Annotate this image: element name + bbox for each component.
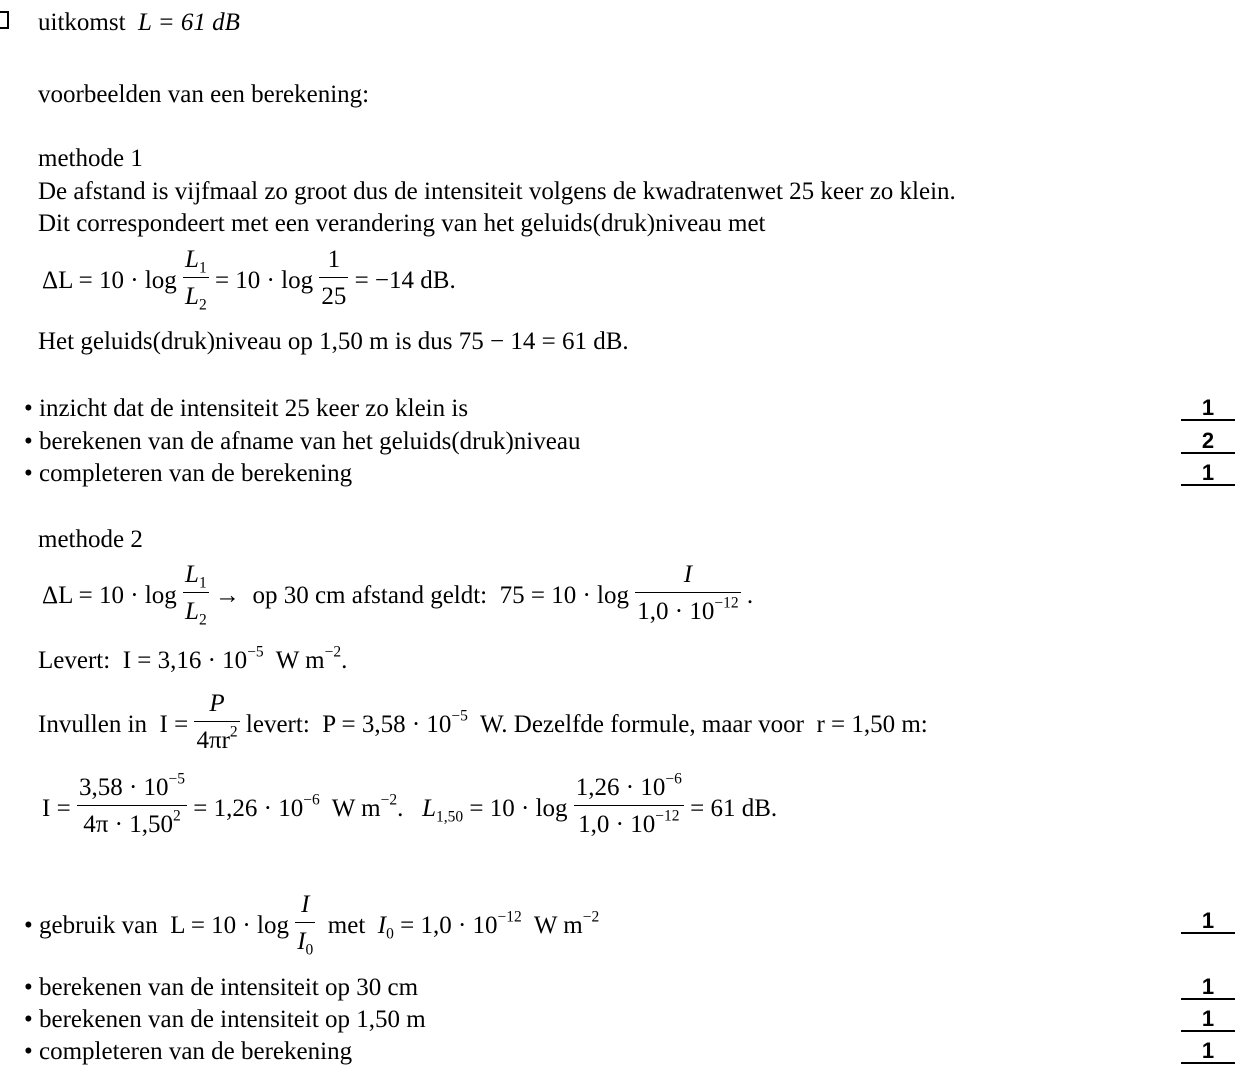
formula-mid: = 10 · log bbox=[214, 266, 314, 294]
criterion-score: 1 bbox=[1181, 1007, 1235, 1032]
fraction-126: $\frac{1,26 \cdot 10^{-6}}{1,0 \cdot 10^{-12}}$ bbox=[575, 770, 682, 839]
fraction-l1-l2: $\frac{L_1}{L_2}$ bbox=[185, 246, 207, 314]
criterion-item: • completeren van de berekening bbox=[24, 1038, 353, 1065]
outcome-line bbox=[38, 10, 240, 35]
method1-result: Het geluids(druk)niveau op 1,50 m is dus 75 − 14 = 61 dB. bbox=[38, 328, 629, 355]
method1-formula bbox=[42, 248, 456, 317]
criterion-score: 1 bbox=[1181, 909, 1235, 934]
fraction-358: $\frac{3,58 \cdot 10^{-5}}{4\pi \cdot 1,50^2}$ bbox=[78, 770, 186, 839]
margin-box-icon bbox=[0, 11, 9, 29]
method2-title: methode 2 bbox=[38, 526, 143, 553]
formula-lhs: ΔL = 10 · log bbox=[42, 266, 177, 294]
method1-line2: Dit correspondeert met een verandering van het geluids(druk)niveau met bbox=[38, 210, 766, 237]
formula-rhs: = −14 dB. bbox=[354, 266, 456, 294]
examples-heading: voorbeelden van een berekening: bbox=[38, 81, 370, 108]
criterion-score: 1 bbox=[1181, 461, 1235, 486]
criterion-item: • inzicht dat de intensiteit 25 keer zo klein is bbox=[24, 395, 469, 422]
criterion-item: • gebruik van L = 10 · log $\frac{I}{I_0}$ met $I_0 = 1,0 \cdot 10^{-12}$ W $m^{-2}$ bbox=[24, 891, 600, 959]
method1-title: methode 1 bbox=[38, 145, 143, 172]
criterion-item: • berekenen van de afname van het geluids(druk)niveau bbox=[24, 428, 581, 455]
method2-formula1: ΔL = 10 · log $\frac{L_1}{L_2}$ → op 30 cm afstand geldt: 75 = 10 · log $\frac{I}{1,0 \cdot 10^{-12}}$ . bbox=[42, 561, 754, 629]
criterion-score: 1 bbox=[1181, 975, 1235, 1000]
criterion-score: 1 bbox=[1181, 396, 1235, 421]
fraction-i-i0: $\frac{I}{1,0 \cdot 10^{-12}}$ bbox=[637, 561, 739, 626]
outcome-equation: L = 61 dB bbox=[138, 9, 240, 36]
fraction-l1-l2: $\frac{L_1}{L_2}$ bbox=[185, 561, 207, 629]
criterion-item: • berekenen van de intensiteit op 30 cm bbox=[24, 974, 419, 1001]
outcome-prefix: uitkomst bbox=[38, 9, 126, 36]
criterion-score: 1 bbox=[1181, 1039, 1235, 1064]
criterion-item: • berekenen van de intensiteit op 1,50 m bbox=[24, 1006, 426, 1033]
method2-invullen: Invullen in I = $\frac{P}{4\pi r^2}$ levert: $P = 3,58 \cdot 10^{-5}$ W. Dezelfde formule, maar voor r = 1,50 m: bbox=[38, 692, 928, 761]
method2-levert: Levert: $I = 3,16 \cdot 10^{-5}$ W $m^{-2}$. bbox=[38, 643, 348, 674]
method2-final: I = $\frac{3,58 \cdot 10^{-5}}{4\pi \cdot 1,50^2}$ = $1,26 \cdot 10^{-6}$ W $m^{-2}$. $L_{1,50} = 10 \cdot \log$ $\frac{1,26 \cdot 10^{-6}}{1,0 \cdot 10^{-12}}$ = 61 dB. bbox=[42, 776, 777, 845]
criterion-score: 2 bbox=[1181, 429, 1235, 454]
criterion-item: • completeren van de berekening bbox=[24, 460, 353, 487]
fraction-p-4pir2: $\frac{P}{4\pi r^2}$ bbox=[196, 690, 238, 755]
fraction-1-25: $\frac{1}{25}$ bbox=[321, 246, 347, 311]
method1-line1: De afstand is vijfmaal zo groot dus de intensiteit volgens de kwadratenwet 25 keer zo klein. bbox=[38, 178, 956, 205]
